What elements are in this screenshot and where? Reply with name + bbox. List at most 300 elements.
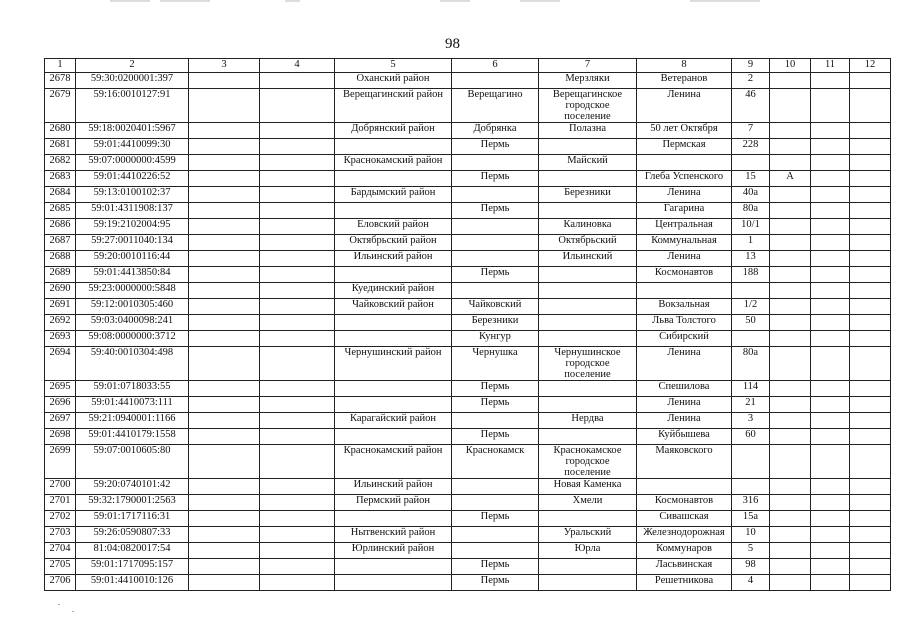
- table-cell: Куйбышева: [637, 429, 732, 445]
- table-cell: 188: [732, 267, 770, 283]
- table-cell: [732, 155, 770, 171]
- table-cell: 2691: [45, 299, 76, 315]
- table-cell: 2703: [45, 527, 76, 543]
- table-cell: [850, 89, 891, 123]
- column-header: 4: [260, 59, 335, 73]
- table-cell: [850, 299, 891, 315]
- table-cell: [770, 575, 811, 591]
- table-cell: Березники: [539, 187, 637, 203]
- table-cell: 2681: [45, 139, 76, 155]
- table-cell: [189, 267, 260, 283]
- table-cell: 1: [732, 235, 770, 251]
- table-cell: [811, 267, 850, 283]
- table-cell: [637, 479, 732, 495]
- table-cell: [260, 495, 335, 511]
- table-cell: Полазна: [539, 123, 637, 139]
- table-cell: [850, 251, 891, 267]
- table-cell: [850, 219, 891, 235]
- table-cell: 2679: [45, 89, 76, 123]
- table-body: [45, 73, 891, 591]
- table-cell: 59:32:1790001:2563: [76, 495, 189, 511]
- table-cell: [850, 347, 891, 381]
- table-cell: [770, 235, 811, 251]
- table-cell: [811, 381, 850, 397]
- table-cell: Мерзляки: [539, 73, 637, 89]
- table-row: [45, 559, 891, 575]
- table-cell: [452, 495, 539, 511]
- table-cell: [811, 89, 850, 123]
- table-cell: [811, 315, 850, 331]
- table-cell: [770, 445, 811, 479]
- table-cell: Пермь: [452, 381, 539, 397]
- table-cell: [335, 511, 452, 527]
- table-cell: [770, 267, 811, 283]
- table-cell: [850, 155, 891, 171]
- table-cell: [189, 235, 260, 251]
- table-cell: Октябрьский: [539, 235, 637, 251]
- table-cell: [811, 413, 850, 429]
- table-cell: [539, 511, 637, 527]
- table-cell: [189, 347, 260, 381]
- table-cell: Пермь: [452, 511, 539, 527]
- table-cell: Краснокамск: [452, 445, 539, 479]
- table-cell: [770, 251, 811, 267]
- table-cell: 59:01:4410099:30: [76, 139, 189, 155]
- table-cell: 13: [732, 251, 770, 267]
- table-cell: Сивашская: [637, 511, 732, 527]
- table-cell: 81:04:0820017:54: [76, 543, 189, 559]
- column-header: 10: [770, 59, 811, 73]
- table-cell: [850, 445, 891, 479]
- table-row: [45, 315, 891, 331]
- table-cell: [189, 559, 260, 575]
- table-cell: Ленина: [637, 187, 732, 203]
- table-cell: Пермь: [452, 397, 539, 413]
- table-row: [45, 299, 891, 315]
- table-cell: 2700: [45, 479, 76, 495]
- table-cell: [811, 575, 850, 591]
- table-cell: [850, 73, 891, 89]
- table-cell: [811, 511, 850, 527]
- table-cell: [452, 543, 539, 559]
- table-cell: 10/1: [732, 219, 770, 235]
- table-cell: [260, 479, 335, 495]
- table-cell: [539, 397, 637, 413]
- table-cell: 2704: [45, 543, 76, 559]
- table-cell: Бардымский район: [335, 187, 452, 203]
- table-cell: [811, 347, 850, 381]
- table-cell: [732, 283, 770, 299]
- table-cell: [539, 381, 637, 397]
- table-cell: [637, 155, 732, 171]
- table-row: [45, 397, 891, 413]
- table-cell: 2684: [45, 187, 76, 203]
- table-cell: 5: [732, 543, 770, 559]
- table-cell: 228: [732, 139, 770, 155]
- table-cell: [335, 139, 452, 155]
- table-cell: [732, 331, 770, 347]
- table-cell: [189, 171, 260, 187]
- table-cell: [452, 73, 539, 89]
- header-row: [45, 59, 891, 73]
- table-row: [45, 495, 891, 511]
- table-cell: [335, 429, 452, 445]
- table-cell: [770, 283, 811, 299]
- table-cell: Ильинский: [539, 251, 637, 267]
- column-header: 3: [189, 59, 260, 73]
- table-cell: [850, 139, 891, 155]
- table-cell: [850, 397, 891, 413]
- table-cell: [770, 123, 811, 139]
- table-cell: [770, 397, 811, 413]
- table-cell: Пермь: [452, 267, 539, 283]
- table-cell: [770, 187, 811, 203]
- table-row: [45, 89, 891, 123]
- table-cell: [770, 381, 811, 397]
- table-cell: [260, 267, 335, 283]
- column-header: 5: [335, 59, 452, 73]
- table-cell: [189, 299, 260, 315]
- table-cell: Ленина: [637, 413, 732, 429]
- table-cell: 2686: [45, 219, 76, 235]
- table-cell: Верещагинский район: [335, 89, 452, 123]
- table-cell: Пермь: [452, 559, 539, 575]
- table-cell: 59:07:0010605:80: [76, 445, 189, 479]
- table-cell: [452, 155, 539, 171]
- page-number: 98: [445, 36, 460, 52]
- table-cell: Краснокамский район: [335, 155, 452, 171]
- table-cell: 2678: [45, 73, 76, 89]
- table-cell: Октябрьский район: [335, 235, 452, 251]
- table-row: [45, 429, 891, 445]
- table-row: [45, 543, 891, 559]
- table-cell: [260, 331, 335, 347]
- table-cell: [260, 347, 335, 381]
- table-cell: [850, 123, 891, 139]
- table-cell: [189, 89, 260, 123]
- table-cell: [335, 397, 452, 413]
- table-row: [45, 479, 891, 495]
- table-cell: [189, 495, 260, 511]
- table-row: [45, 73, 891, 89]
- table-cell: [189, 315, 260, 331]
- top-edge-marks: [0, 0, 905, 4]
- table-cell: [811, 139, 850, 155]
- table-cell: [335, 267, 452, 283]
- table-cell: Уральский: [539, 527, 637, 543]
- table-cell: 2698: [45, 429, 76, 445]
- table-cell: [260, 139, 335, 155]
- table-cell: [850, 495, 891, 511]
- table-cell: 59:20:0740101:42: [76, 479, 189, 495]
- table-cell: Ильинский район: [335, 479, 452, 495]
- table-cell: [811, 445, 850, 479]
- table-cell: Космонавтов: [637, 495, 732, 511]
- table-cell: Ленина: [637, 347, 732, 381]
- table-cell: [770, 413, 811, 429]
- table-cell: 2694: [45, 347, 76, 381]
- table-cell: [189, 511, 260, 527]
- table-cell: [260, 187, 335, 203]
- table-cell: 59:27:0011040:134: [76, 235, 189, 251]
- table-cell: 2685: [45, 203, 76, 219]
- table-cell: [189, 543, 260, 559]
- table-row: [45, 219, 891, 235]
- table-cell: 59:21:0940001:1166: [76, 413, 189, 429]
- table-cell: Ленина: [637, 89, 732, 123]
- table-cell: 2690: [45, 283, 76, 299]
- table-cell: [770, 511, 811, 527]
- table-cell: 4: [732, 575, 770, 591]
- table-cell: Пермская: [637, 139, 732, 155]
- table-cell: [811, 331, 850, 347]
- table-cell: [260, 251, 335, 267]
- table-cell: [811, 283, 850, 299]
- table-row: [45, 527, 891, 543]
- table-cell: 2683: [45, 171, 76, 187]
- table-cell: Чайковский район: [335, 299, 452, 315]
- table-cell: 316: [732, 495, 770, 511]
- table-cell: 59:13:0100102:37: [76, 187, 189, 203]
- table-cell: 2705: [45, 559, 76, 575]
- table-cell: [189, 283, 260, 299]
- table-cell: [260, 413, 335, 429]
- table-cell: 2687: [45, 235, 76, 251]
- table-cell: [770, 139, 811, 155]
- table-cell: [189, 187, 260, 203]
- table-cell: 59:18:0020401:5967: [76, 123, 189, 139]
- table-cell: [189, 219, 260, 235]
- table-cell: 2680: [45, 123, 76, 139]
- table-row: [45, 251, 891, 267]
- table-cell: Вокзальная: [637, 299, 732, 315]
- table-cell: [452, 235, 539, 251]
- table-cell: [260, 429, 335, 445]
- table-cell: [335, 575, 452, 591]
- table-cell: 21: [732, 397, 770, 413]
- table-row: [45, 445, 891, 479]
- table-cell: [189, 251, 260, 267]
- table-cell: 3: [732, 413, 770, 429]
- table-cell: Верещагинское городское поселение: [539, 89, 637, 123]
- table-cell: [539, 203, 637, 219]
- table-cell: Ленина: [637, 251, 732, 267]
- table-cell: Гагарина: [637, 203, 732, 219]
- table-cell: [811, 155, 850, 171]
- table-cell: Центральная: [637, 219, 732, 235]
- table-cell: [770, 559, 811, 575]
- table-row: [45, 331, 891, 347]
- column-header: 9: [732, 59, 770, 73]
- table-cell: [335, 381, 452, 397]
- table-cell: Маяковского: [637, 445, 732, 479]
- table-cell: [539, 331, 637, 347]
- table-cell: [732, 445, 770, 479]
- table-cell: 60: [732, 429, 770, 445]
- table-cell: Еловский район: [335, 219, 452, 235]
- table-cell: [452, 187, 539, 203]
- table-row: [45, 235, 891, 251]
- table-cell: 2699: [45, 445, 76, 479]
- table-cell: 59:26:0590807:33: [76, 527, 189, 543]
- column-header: 8: [637, 59, 732, 73]
- table-cell: 2: [732, 73, 770, 89]
- table-cell: [732, 479, 770, 495]
- table-cell: Майский: [539, 155, 637, 171]
- table-row: [45, 123, 891, 139]
- table-cell: 2688: [45, 251, 76, 267]
- table-row: [45, 381, 891, 397]
- table-cell: [189, 397, 260, 413]
- table-cell: 59:01:4410010:126: [76, 575, 189, 591]
- table-cell: [850, 235, 891, 251]
- table-cell: [189, 139, 260, 155]
- table-cell: [850, 315, 891, 331]
- table-cell: [811, 251, 850, 267]
- table-cell: Пермь: [452, 203, 539, 219]
- table-cell: Чернушинское городское поселение: [539, 347, 637, 381]
- table-cell: [189, 203, 260, 219]
- table-cell: [850, 171, 891, 187]
- table-cell: 2696: [45, 397, 76, 413]
- table-cell: [189, 575, 260, 591]
- table-cell: Железнодорожная: [637, 527, 732, 543]
- table-cell: [539, 299, 637, 315]
- table-cell: Пермь: [452, 171, 539, 187]
- table-cell: [189, 381, 260, 397]
- table-cell: Пермь: [452, 429, 539, 445]
- table-cell: 80а: [732, 347, 770, 381]
- table-cell: [452, 413, 539, 429]
- table-cell: [850, 543, 891, 559]
- table-cell: [189, 123, 260, 139]
- table-cell: [770, 299, 811, 315]
- table-cell: Новая Каменка: [539, 479, 637, 495]
- table-cell: 2693: [45, 331, 76, 347]
- table-cell: [539, 429, 637, 445]
- table-cell: 98: [732, 559, 770, 575]
- table-cell: Пермь: [452, 139, 539, 155]
- column-header: 7: [539, 59, 637, 73]
- table-cell: [260, 283, 335, 299]
- table-cell: 2689: [45, 267, 76, 283]
- table-cell: 59:01:0718033:55: [76, 381, 189, 397]
- table-row: [45, 171, 891, 187]
- table-cell: [260, 559, 335, 575]
- table-cell: [260, 397, 335, 413]
- table-cell: Чернушинский район: [335, 347, 452, 381]
- table-cell: 15а: [732, 511, 770, 527]
- table-row: [45, 347, 891, 381]
- table-row: [45, 139, 891, 155]
- table-cell: Решетникова: [637, 575, 732, 591]
- table-cell: Краснокамский район: [335, 445, 452, 479]
- column-header: 6: [452, 59, 539, 73]
- table-cell: 2706: [45, 575, 76, 591]
- table-cell: [811, 429, 850, 445]
- table-cell: 59:01:4413850:84: [76, 267, 189, 283]
- table-cell: [539, 267, 637, 283]
- table-row: [45, 203, 891, 219]
- table-cell: [452, 479, 539, 495]
- table-cell: 59:01:1717116:31: [76, 511, 189, 527]
- table-cell: Добрянский район: [335, 123, 452, 139]
- table-cell: [452, 527, 539, 543]
- table-cell: Спешилова: [637, 381, 732, 397]
- table-cell: Березники: [452, 315, 539, 331]
- table-cell: [260, 575, 335, 591]
- table-cell: [811, 495, 850, 511]
- table-cell: [811, 171, 850, 187]
- table-cell: [637, 283, 732, 299]
- table-cell: [811, 299, 850, 315]
- table-cell: 114: [732, 381, 770, 397]
- table-cell: 7: [732, 123, 770, 139]
- table-cell: [811, 219, 850, 235]
- table-cell: Пермский район: [335, 495, 452, 511]
- table-cell: [260, 235, 335, 251]
- table-cell: Нытвенский район: [335, 527, 452, 543]
- table-cell: [452, 251, 539, 267]
- table-cell: [850, 429, 891, 445]
- table-cell: Ильинский район: [335, 251, 452, 267]
- table-cell: 59:01:1717095:157: [76, 559, 189, 575]
- table-cell: [539, 283, 637, 299]
- table-cell: [770, 527, 811, 543]
- table-cell: Калиновка: [539, 219, 637, 235]
- table-cell: Глеба Успенского: [637, 171, 732, 187]
- table-cell: Кунгур: [452, 331, 539, 347]
- table-cell: [770, 495, 811, 511]
- table-cell: Краснокамское городское поселение: [539, 445, 637, 479]
- table-cell: [811, 235, 850, 251]
- table-cell: [260, 219, 335, 235]
- table-cell: [770, 219, 811, 235]
- table-cell: [811, 479, 850, 495]
- table-cell: [260, 123, 335, 139]
- column-header: 1: [45, 59, 76, 73]
- table-cell: [260, 89, 335, 123]
- table-row: [45, 283, 891, 299]
- table-cell: [850, 381, 891, 397]
- table-cell: Добрянка: [452, 123, 539, 139]
- table-cell: 59:12:0010305:460: [76, 299, 189, 315]
- table-row: [45, 575, 891, 591]
- table-cell: [189, 331, 260, 347]
- table-cell: 2701: [45, 495, 76, 511]
- table-cell: [260, 315, 335, 331]
- register-table: [44, 58, 891, 591]
- table-cell: 2697: [45, 413, 76, 429]
- table-cell: Карагайский район: [335, 413, 452, 429]
- table-cell: [335, 171, 452, 187]
- table-cell: Чайковский: [452, 299, 539, 315]
- table-cell: [770, 73, 811, 89]
- table-cell: [260, 203, 335, 219]
- table-cell: Ветеранов: [637, 73, 732, 89]
- table-cell: [770, 89, 811, 123]
- table-cell: 59:01:4410179:1558: [76, 429, 189, 445]
- table-cell: [850, 527, 891, 543]
- table-row: [45, 267, 891, 283]
- table-cell: [850, 203, 891, 219]
- table-cell: [260, 445, 335, 479]
- table-cell: Коммунальная: [637, 235, 732, 251]
- table-cell: [811, 123, 850, 139]
- table-cell: [811, 397, 850, 413]
- table-cell: [260, 73, 335, 89]
- table-cell: Ленина: [637, 397, 732, 413]
